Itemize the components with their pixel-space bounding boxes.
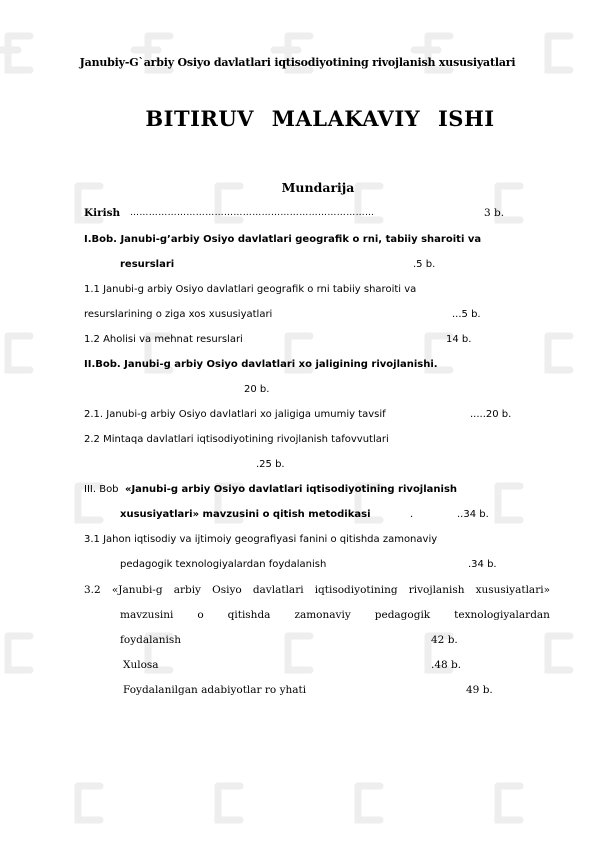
toc-s2-1-label: 2.1. Janubi-g arbiy Osiyo davlatlari xo jaligiga umumiy tavsif — [84, 409, 386, 420]
toc-ch1-line1: I.Bob. Janubi-g’arbiy Osiyo davlatlari geografik o rni, tabiiy sharoiti va — [84, 234, 482, 245]
toc-ch3-dot: . — [410, 509, 414, 520]
toc-references-page: 49 b. — [466, 684, 493, 696]
toc-intro-label: Kirish — [84, 207, 121, 219]
toc-s3-2-line1: 3.2 «Janubi-g arbiy Osiyo davlatlari iqtisodiyotining rivojlanish xususiyatlari» — [84, 584, 550, 596]
document-type-title: BITIRUV MALAKAVIY ISHI — [145, 106, 495, 131]
toc-s1-1-line2: resurslarining o ziga xos xususiyatlari — [84, 309, 273, 320]
toc-s3-1-page: .34 b. — [468, 559, 497, 570]
toc-s1-1-line1: 1.1 Janubi-g arbiy Osiyo davlatlari geografik o rni tabiiy sharoiti va — [84, 284, 417, 295]
toc-s2-1-page: .....20 b. — [470, 409, 512, 420]
toc-references-label: Foydalanilgan adabiyotlar ro yhati — [123, 684, 307, 696]
toc-ch3-line2: xususiyatlari» mavzusini o qitish metodikasi — [120, 509, 371, 520]
contents-heading: Mundarija — [281, 180, 355, 195]
toc-s1-1-page: ...5 b. — [452, 309, 481, 320]
toc-conclusion-page: .48 b. — [431, 659, 462, 671]
toc-ch3-prefix: III. Bob — [84, 484, 119, 495]
toc-ch2-label: II.Bob. Janubi-g arbiy Osiyo davlatlari xo jaligining rivojlanishi. — [84, 359, 438, 370]
toc-s3-2-line3: foydalanish — [120, 634, 182, 646]
toc-ch1-line2: resurslari — [120, 259, 175, 270]
toc-ch1-page: .5 b. — [413, 259, 436, 270]
toc-ch3-line1: «Janubi-g arbiy Osiyo davlatlari iqtisodiyotining rivojlanish — [125, 484, 458, 495]
toc-s3-1-line2: pedagogik texnologiyalardan foydalanish — [120, 559, 327, 570]
toc-s3-1-line1: 3.1 Jahon iqtisodiy va ijtimoiy geografiyasi fanini o qitishda zamonaviy — [84, 534, 438, 545]
toc-s1-2-label: 1.2 Aholisi va mehnat resurslari — [84, 334, 243, 345]
toc-intro-dots: …………………………………………………………………… — [130, 208, 375, 218]
toc-ch2-page: 20 b. — [244, 384, 270, 395]
toc-ch3-page: ..34 b. — [457, 509, 489, 520]
toc-s3-2-line2: mavzusini o qitishda zamonaviy pedagogik texnologiyalardan — [120, 609, 550, 621]
toc-s2-2-label: 2.2 Mintaqa davlatlari iqtisodiyotining rivojlanish tafovvutlari — [84, 434, 389, 445]
toc-s3-2-page: 42 b. — [431, 634, 458, 646]
toc-conclusion-label: Xulosa — [123, 659, 159, 671]
document-topic: Janubiy-G`arbiy Osiyo davlatlari iqtisodiyotining rivojlanish xususiyatlari — [79, 56, 516, 69]
toc-intro-page: 3 b. — [484, 207, 505, 219]
toc-s1-2-page: 14 b. — [446, 334, 472, 345]
toc-s2-2-page: .25 b. — [256, 459, 285, 470]
